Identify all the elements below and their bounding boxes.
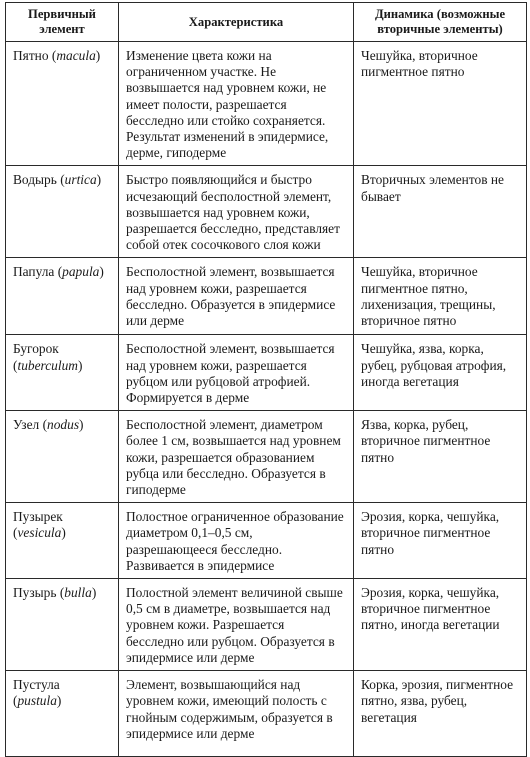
element-latin-name: pustula [17, 693, 57, 709]
element-dynamics: Чешуйка, вторичное пигментное пятно [354, 42, 527, 166]
element-latin-name: bulla [64, 585, 92, 601]
element-latin-name: nodus [47, 417, 80, 433]
header-characteristic: Характеристика [119, 3, 354, 42]
element-name: Водырь [13, 172, 57, 188]
element-name-cell: Пятно (macula) [6, 42, 119, 166]
element-description: Бесполостной элемент, возвышается над уровнем кожи, разрешается бесследно. Образуется в эпидермисе или дерме [119, 258, 354, 335]
element-name-cell: Пустула (pustula) [6, 671, 119, 757]
table-body [6, 42, 527, 757]
element-description: Бесполостной элемент, возвышается над уровнем кожи, разрешается рубцом или рубцовой атрофией. Формируется в дерме [119, 335, 354, 411]
element-dynamics: Эрозия, корка, чешуйка, вторичное пигментное пятно, иногда вегетации [354, 579, 527, 671]
element-latin-name: macula [56, 48, 96, 63]
element-latin-name: tuberculum [17, 357, 78, 373]
table-row [6, 166, 527, 258]
table-row [6, 335, 527, 411]
element-name-cell: Пузырь (bulla) [6, 579, 119, 671]
element-name: Узел [13, 417, 40, 433]
element-name-cell: Водырь (urtica) [6, 166, 119, 258]
element-name: Папула [13, 264, 55, 280]
element-description: Бесполостной элемент, диаметром более 1 см, возвышается над уровнем кожи, разрешается образованием рубца или бесследно. Образуется в гиподерме [119, 411, 354, 503]
table-row [6, 411, 527, 503]
table-header [6, 3, 527, 42]
element-dynamics: Чешуйка, язва, корка, рубец, рубцовая атрофия, иногда вегетация [354, 335, 527, 411]
element-description: Изменение цвета кожи на ограниченном участке. Не возвышается над уровнем кожи, не имеет полости, разрешается бесследно или стойко сохраняется. Результат изменений в эпидермисе, дерме, гиподерме [119, 42, 354, 166]
table-row [6, 258, 527, 335]
element-name: Бугорок [13, 341, 59, 357]
element-description: Элемент, возвышающийся над уровнем кожи, имеющий полость с гнойным содержимым, образуется в эпидермисе или дерме [119, 671, 354, 757]
table-row [6, 503, 527, 579]
element-name-cell: Пузырек (vesicula) [6, 503, 119, 579]
table-row [6, 42, 527, 166]
element-dynamics: Вторичных элементов не бывает [354, 166, 527, 258]
element-description: Полостное ограниченное образование диаметром 0,1–0,5 см, разрешающееся бесследно. Развивается в эпидермисе [119, 503, 354, 579]
element-dynamics: Эрозия, корка, чешуйка, вторичное пигментное пятно [354, 503, 527, 579]
element-name: Пузырек [13, 509, 63, 525]
header-primary-element: Первичный элемент [6, 3, 119, 42]
element-latin-name: papula [62, 264, 100, 280]
element-name-cell: Папула (papula) [6, 258, 119, 335]
element-dynamics: Чешуйка, вторичное пигментное пятно, лихенизация, трещины, вторичное пятно [354, 258, 527, 335]
element-dynamics: Корка, эрозия, пигментное пятно, язва, рубец, вегетация [354, 671, 527, 757]
element-name: Пузырь [13, 585, 57, 601]
element-name-cell: Узел (nodus) [6, 411, 119, 503]
element-latin-name: urtica [64, 172, 97, 188]
primary-elements-table [5, 2, 527, 757]
element-latin-name: vesicula [17, 525, 62, 541]
element-dynamics: Язва, корка, рубец, вторичное пигментное пятно [354, 411, 527, 503]
element-name-cell: Бугорок (tuberculum) [6, 335, 119, 411]
header-dynamics: Динамика (возможные вторичные элементы) [354, 3, 527, 42]
table-row [6, 671, 527, 757]
element-description: Быстро появляющийся и быстро исчезающий бесполостной элемент, возвышается над уровнем кожи, разрешается бесследно, представляет собой отек сосочкового слоя кожи [119, 166, 354, 258]
table-row [6, 579, 527, 671]
element-description: Полостной элемент величиной свыше 0,5 см в диаметре, возвышается над уровнем кожи. Разрешается бесследно или рубцом. Образуется в эпидермисе или дерме [119, 579, 354, 671]
element-name: Пятно [13, 48, 49, 63]
element-name: Пустула [13, 677, 60, 693]
